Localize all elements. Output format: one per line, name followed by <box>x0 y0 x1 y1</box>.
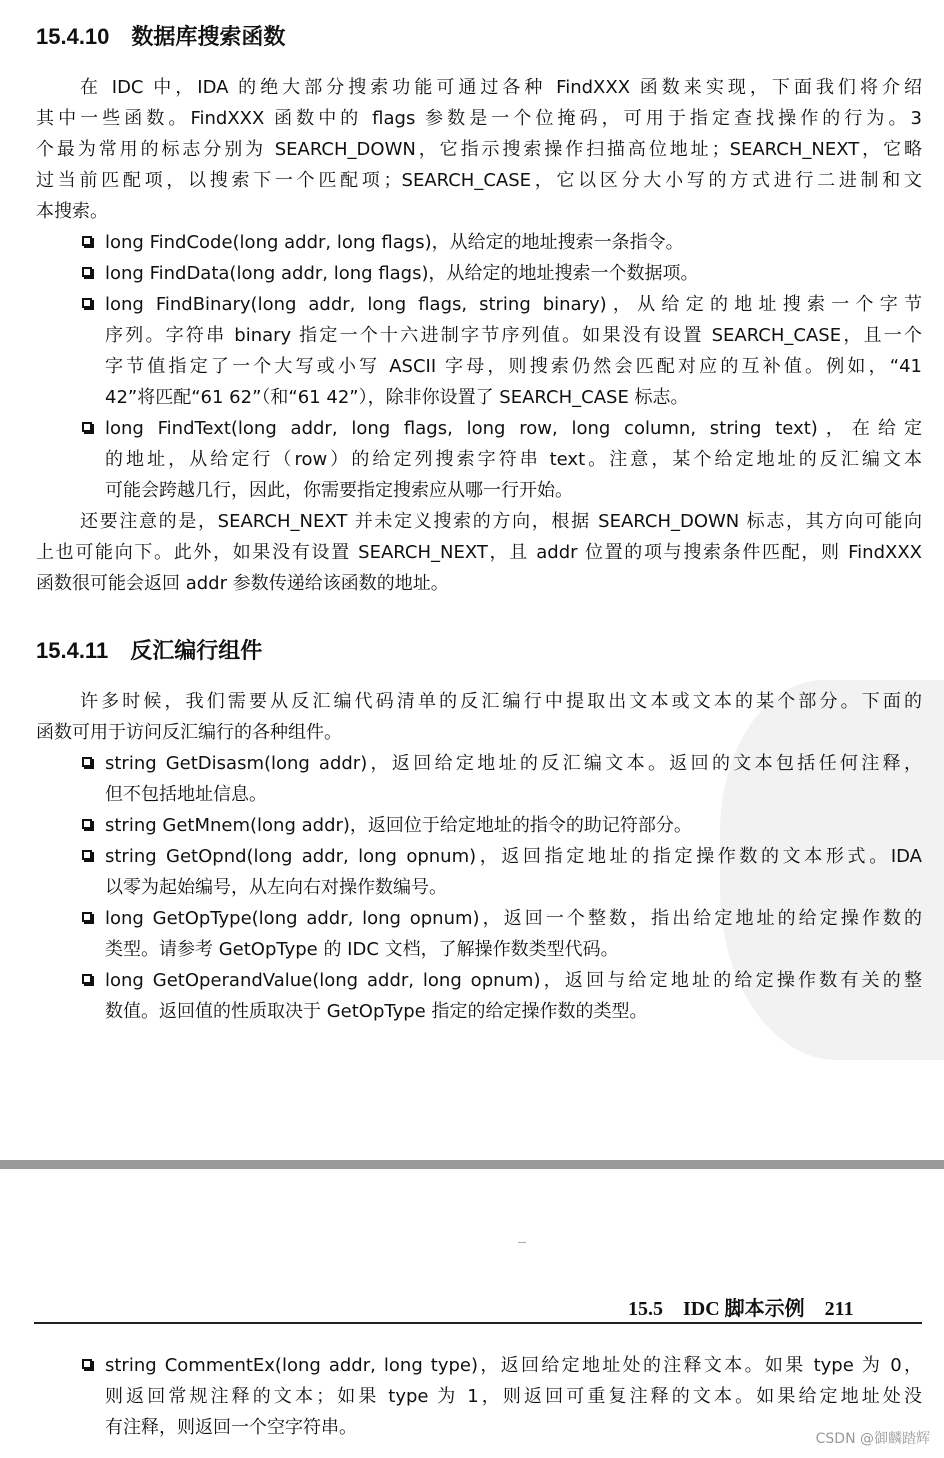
bullet-item <box>36 903 922 965</box>
header-rule <box>34 1322 922 1324</box>
text-line: 数值。返回值的性质取决于 GetOpType 指定的给定操作数的类型。 <box>105 1001 648 1022</box>
running-head-section: 15.5 <box>628 1298 663 1320</box>
paragraph <box>36 72 922 227</box>
section-number: 15.4.11 <box>36 638 109 663</box>
text-line: 许多时候，我们需要从反汇编代码清单的反汇编行中提取出文本或文本的某个部分。下面的 <box>80 691 922 712</box>
text-line: 类型。请参考 GetOpType 的 IDC 文档，了解操作数类型代码。 <box>105 939 619 960</box>
text-line: 还要注意的是，SEARCH_NEXT 并未定义搜索的方向，根据 SEARCH_DOWN 标志，其方向可能向 <box>80 511 922 532</box>
text-line: 但不包括地址信息。 <box>105 784 267 805</box>
checkbox-bullet-icon <box>82 1359 92 1369</box>
text-line: long GetOpType(long addr, long opnum)，返回一个整数，指出给定地址的给定操作数的 <box>105 908 922 929</box>
text-line: string GetMnem(long addr)，返回位于给定地址的指令的助记符部分。 <box>105 815 692 836</box>
text-line: 上也可能向下。此外，如果没有设置 SEARCH_NEXT，且 addr 位置的项与搜索条件匹配，则 FindXXX <box>36 542 922 563</box>
text-line: long FindCode(long addr, long flags)，从给定的地址搜索一条指令。 <box>105 232 684 253</box>
text-line: 其中一些函数。FindXXX 函数中的 flags 参数是一个位掩码，可用于指定查找操作的行为。3 <box>36 108 922 129</box>
bullet-item <box>36 413 922 506</box>
text-line: 可能会跨越几行，因此，你需要指定搜索应从哪一行开始。 <box>105 480 573 501</box>
page-divider <box>0 1160 944 1169</box>
bullet-item <box>36 841 922 903</box>
text-line: long FindBinary(long addr, long flags, string binary)，从给定的地址搜索一个字节 <box>105 294 922 315</box>
text-line: 函数很可能会返回 addr 参数传递给该函数的地址。 <box>36 573 449 594</box>
bullet-item <box>36 258 922 289</box>
text-line: 个最为常用的标志分别为 SEARCH_DOWN，它指示搜索操作扫描高位地址；SEARCH_NEXT，它略 <box>36 139 922 160</box>
paragraph <box>36 686 922 748</box>
section-title: 反汇编行组件 <box>130 638 263 663</box>
section-heading-15-4-11 <box>36 634 262 665</box>
bullet-item <box>36 810 922 841</box>
section-title: 数据库搜索函数 <box>131 24 286 49</box>
text-line: string GetDisasm(long addr)，返回给定地址的反汇编文本。返回的文本包括任何注释， <box>105 753 922 774</box>
text-line: string GetOpnd(long addr, long opnum)，返回指定地址的指定操作数的文本形式。IDA <box>105 846 922 867</box>
text-line: long FindData(long addr, long flags)，从给定的地址搜索一个数据项。 <box>105 263 699 284</box>
checkbox-bullet-icon <box>82 974 92 984</box>
section-heading-15-4-10 <box>36 20 285 51</box>
section-body <box>36 72 922 599</box>
text-line: 以零为起始编号，从左向右对操作数编号。 <box>105 877 447 898</box>
section-body <box>36 686 922 1027</box>
scan-mark <box>518 1242 526 1243</box>
checkbox-bullet-icon <box>82 912 92 922</box>
checkbox-bullet-icon <box>82 298 92 308</box>
running-head-title: IDC 脚本示例 <box>683 1298 805 1320</box>
text-line: 过当前匹配项，以搜索下一个匹配项；SEARCH_CASE，它以区分大小写的方式进行二进制和文 <box>36 170 922 191</box>
bullet-item <box>36 965 922 1027</box>
csdn-watermark: CSDN @御麟踏辉 <box>815 1431 930 1447</box>
bullet-item <box>36 227 922 258</box>
text-line: 的地址，从给定行（row）的给定列搜索字符串 text。注意，某个给定地址的反汇编文本 <box>105 449 922 470</box>
checkbox-bullet-icon <box>82 236 92 246</box>
running-head <box>628 1292 874 1321</box>
text-line: long GetOperandValue(long addr, long opnum)，返回与给定地址的给定操作数有关的整 <box>105 970 922 991</box>
text-line: 在 IDC 中，IDA 的绝大部分搜索功能可通过各种 FindXXX 函数来实现，下面我们将介绍 <box>80 77 922 98</box>
checkbox-bullet-icon <box>82 819 92 829</box>
page-number: 211 <box>824 1298 854 1320</box>
text-line: 则返回常规注释的文本；如果 type 为 1，则返回可重复注释的文本。如果给定地址处没 <box>105 1386 922 1407</box>
paragraph <box>36 506 922 599</box>
checkbox-bullet-icon <box>82 267 92 277</box>
text-line: 序列。字符串 binary 指定一个十六进制字节序列值。如果没有设置 SEARCH_CASE，且一个 <box>105 325 922 346</box>
text-line: 有注释，则返回一个空字符串。 <box>105 1417 357 1438</box>
section-body <box>36 1350 922 1443</box>
text-line: long FindText(long addr, long flags, long row, long column, string text)，在给定 <box>105 418 922 439</box>
checkbox-bullet-icon <box>82 422 92 432</box>
bullet-item <box>36 748 922 810</box>
text-line: 函数可用于访问反汇编行的各种组件。 <box>36 722 342 743</box>
bullet-item <box>36 289 922 413</box>
text-line: 字节值指定了一个大写或小写 ASCII 字母，则搜索仍然会匹配对应的互补值。例如，“41 <box>105 356 922 377</box>
checkbox-bullet-icon <box>82 757 92 767</box>
checkbox-bullet-icon <box>82 850 92 860</box>
text-line: 42”将匹配“61 62”（和“61 42”），除非你设置了 SEARCH_CASE 标志。 <box>105 387 689 408</box>
section-number: 15.4.10 <box>36 24 110 49</box>
text-line: string CommentEx(long addr, long type)，返回给定地址处的注释文本。如果 type 为 0， <box>105 1355 922 1376</box>
text-line: 本搜索。 <box>36 201 108 222</box>
bullet-item <box>36 1350 922 1443</box>
